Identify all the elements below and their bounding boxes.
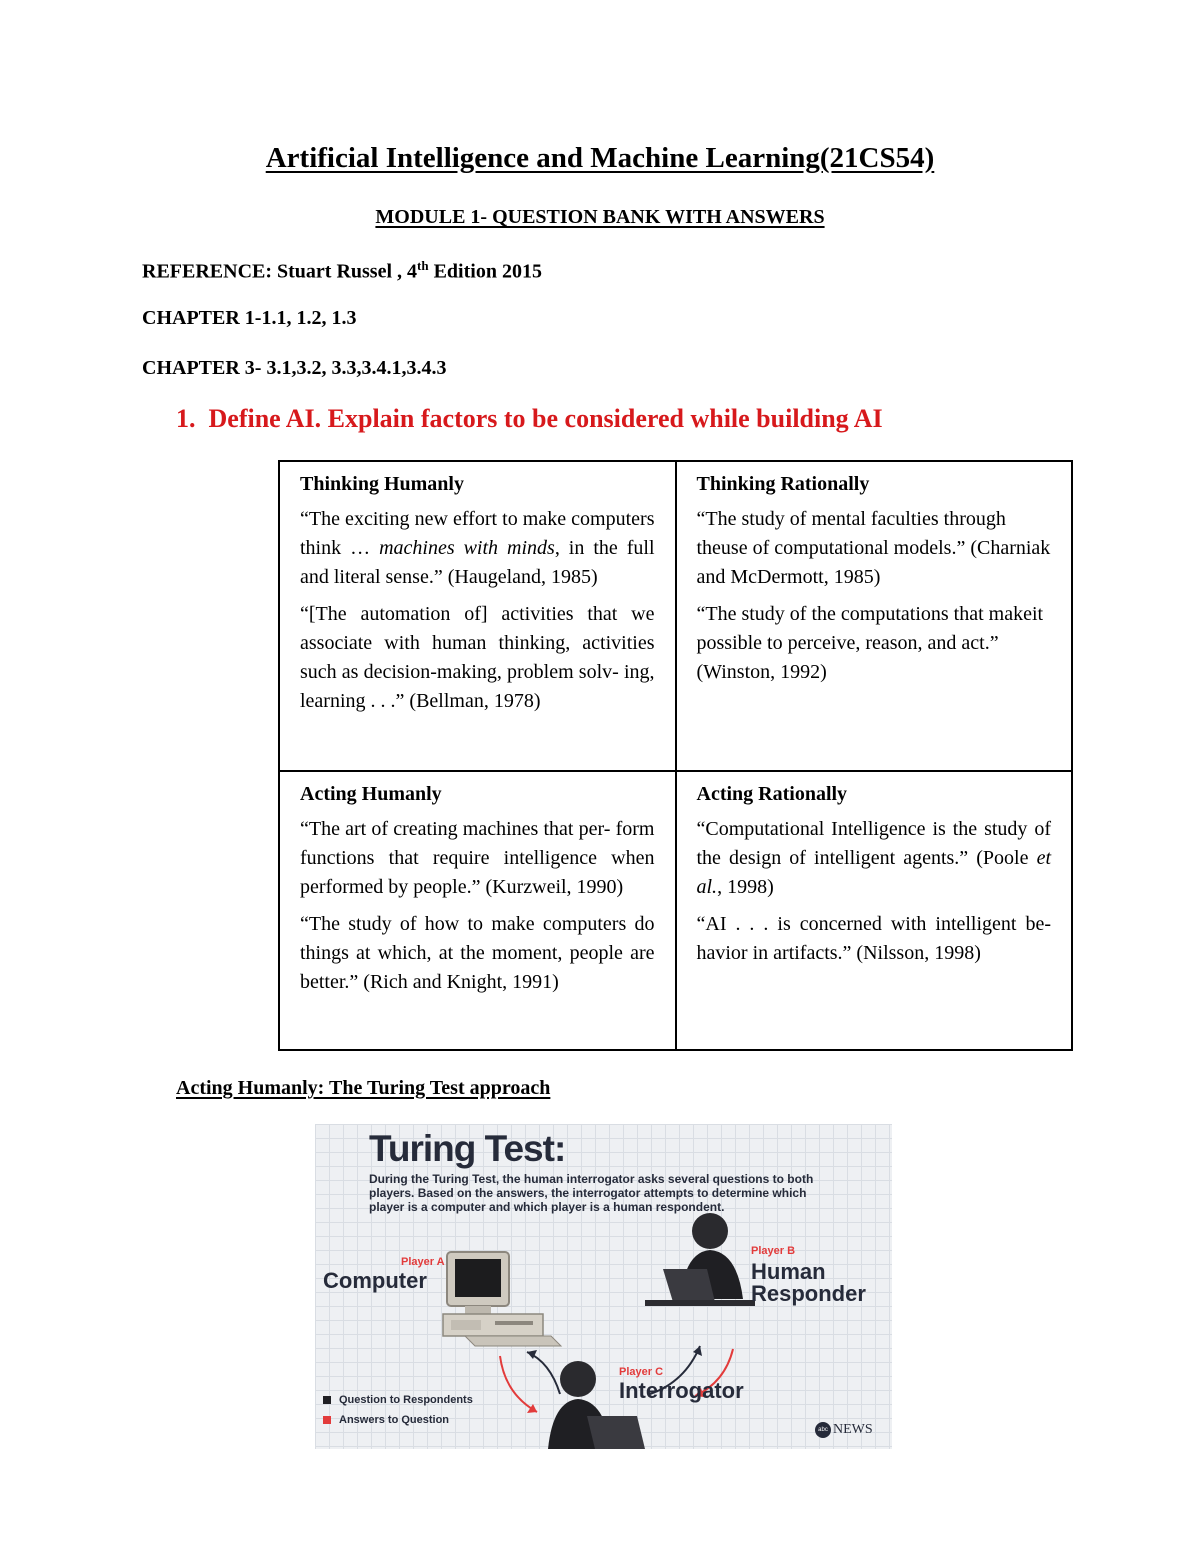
legend-answer: Answers to Question [323,1414,473,1426]
question-text: Define AI. Explain factors to be considered while building AI [208,404,883,433]
human-responder-figure [645,1213,755,1306]
table-row [279,771,1072,1050]
quote-haugeland: “The exciting new effort to make computers think … machines with minds, in the full and literal sense.” (Haugeland, 1985) [300,508,655,588]
reference-suffix: Edition 2015 [428,260,542,283]
player-c-role: Interrogator [619,1378,744,1403]
player-a-role: Computer [323,1268,427,1293]
figure-title: Turing Test: [369,1128,566,1169]
document-title: Artificial Intelligence and Machine Learning(21CS54) [265,142,935,174]
news-logo: abc NEWS [815,1422,873,1438]
legend-question: Question to Respondents [323,1394,473,1406]
question-heading [176,404,883,434]
square-icon [323,1416,331,1424]
figure-description: During the Turing Test, the human interrogator asks several questions to both players. Based on the answers, the interrogator attempts to determine which player is a computer and which player is a human respondent. [369,1172,814,1214]
ai-definitions-table [278,460,1073,1051]
table-row [279,461,1072,771]
quote-nilsson: “AI . . . is concerned with intelligent be- havior in artifacts.” (Nilsson, 1998) [696,913,1051,964]
figure-legend [323,1394,473,1434]
cell-heading: Acting Humanly [300,783,442,805]
quote-kurzweil: “The art of creating machines that per- form functions that require intelligence when performed by people.” (Kurzweil, 1990) [300,818,655,898]
player-a-tag: Player A [401,1256,445,1268]
chapter-1-line: CHAPTER 1-1.1, 1.2, 1.3 [142,307,357,329]
computer-icon [443,1252,561,1346]
player-b-role: Human Responder [751,1259,866,1306]
quote-poole: “Computational Intelligence is the study of the design of intelligent agents.” (Poole et al., 1998) [696,818,1051,898]
cell-acting-humanly [279,771,676,1050]
quote-rich-knight: “The study of how to make computers do things at which, at the moment, people are better.” (Rich and Knight, 1991) [300,913,655,993]
cell-thinking-humanly [279,461,676,771]
quote-bellman: “[The automation of] activities that we associate with human thinking, activities such as decision-making, problem solv- ing, learning . . .” (Bellman, 1978) [300,603,655,712]
quote-charniak: “The study of mental faculties through theuse of computational models.” (Charniak and McDermott, 1985) [696,508,1051,588]
chapter-3-line: CHAPTER 3- 3.1,3.2, 3.3,3.4.1,3.4.3 [142,357,447,379]
player-c-tag: Player C [619,1366,664,1378]
cell-thinking-rationally [676,461,1073,771]
cell-heading: Acting Rationally [696,783,848,805]
reference-prefix: REFERENCE: Stuart Russel , 4 [142,260,418,283]
abc-logo-icon: abc [815,1422,831,1438]
section-heading: Acting Humanly: The Turing Test approach [176,1077,551,1099]
player-b-tag: Player B [751,1245,796,1257]
quote-winston: “The study of the computations that makeit possible to perceive, reason, and act.” (Winston, 1992) [696,603,1044,683]
question-number: 1. [176,404,196,433]
cell-heading: Thinking Rationally [696,473,870,495]
reference-line [142,258,542,284]
turing-test-figure [315,1124,892,1449]
cell-heading: Thinking Humanly [300,473,464,495]
cell-acting-rationally [676,771,1073,1050]
module-subtitle: MODULE 1- QUESTION BANK WITH ANSWERS [375,206,825,228]
square-icon [323,1396,331,1404]
reference-superscript: th [417,258,429,273]
